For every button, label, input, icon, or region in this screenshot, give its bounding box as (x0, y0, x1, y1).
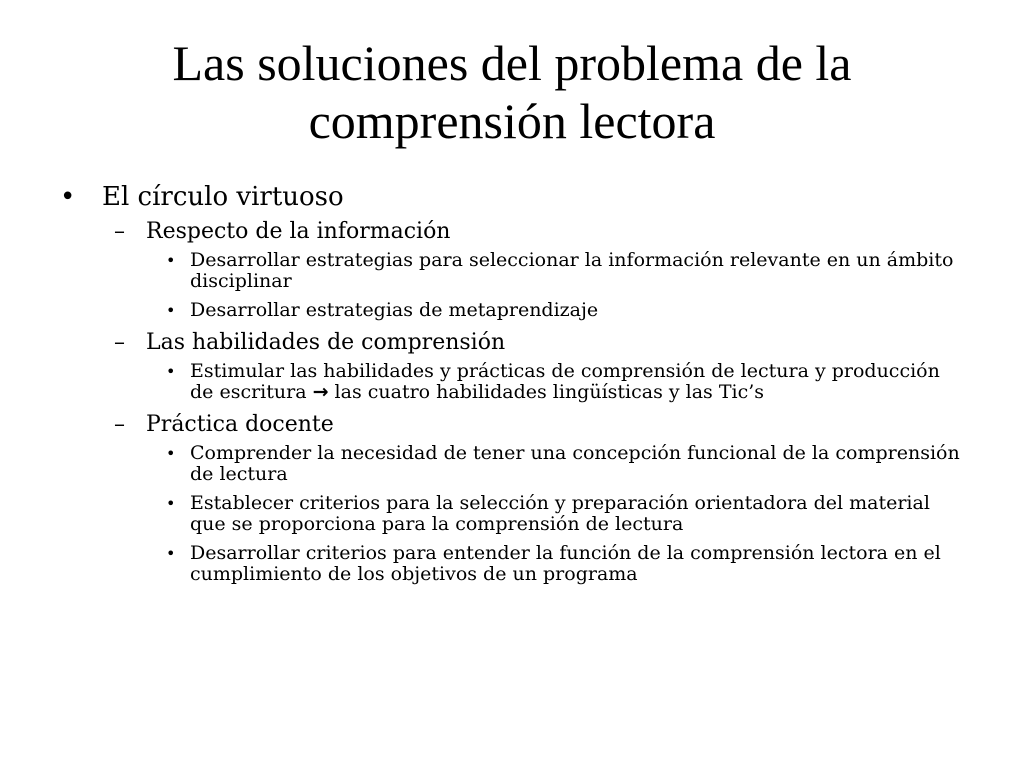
list-item (60, 361, 960, 403)
list-item-text: Desarrollar estrategias de metaprendizaje (190, 299, 599, 321)
list-item-text: Desarrollar estrategias para seleccionar la información relevante en un ámbito disciplinar (190, 249, 954, 292)
section-heading: Práctica docente (146, 412, 334, 437)
bullet-marker: • (166, 444, 176, 463)
dash-marker: – (114, 219, 125, 244)
section-heading: Respecto de la información (146, 219, 451, 244)
list-item-text: Desarrollar criterios para entender la función de la comprensión lectora en el cumplimiento de los objetivos de un programa (190, 542, 941, 585)
slide-title: Las soluciones del problema de la comprensión lectora (172, 35, 852, 149)
bullet-text: El círculo virtuoso (102, 182, 344, 212)
list-item-text-after: las cuatro habilidades lingüísticas y las Tic’s (334, 381, 765, 403)
list-item (60, 250, 960, 292)
arrow-right-icon: → (312, 381, 329, 403)
list-item (60, 493, 960, 535)
section-habilidades (60, 329, 960, 357)
bullet-marker: • (166, 544, 176, 563)
list-item-text-before: Estimular las habilidades y prácticas de comprensión de lectura y producción de escritura (190, 360, 940, 403)
list-item (60, 443, 960, 485)
section-practica-docente (60, 411, 960, 439)
list-item-text: Establecer criterios para la selección y preparación orientadora del material que se proporciona para la comprensión de lectura (190, 492, 930, 535)
section-heading: Las habilidades de comprensión (146, 330, 506, 355)
dash-marker: – (114, 330, 125, 355)
list-item-text: Comprender la necesidad de tener una concepción funcional de la comprensión de lectura (190, 442, 960, 485)
bullet-marker: • (166, 362, 176, 381)
list-item (60, 543, 960, 585)
bullet-circulo-virtuoso (60, 180, 960, 214)
bullet-marker: • (60, 182, 76, 212)
dash-marker: – (114, 412, 125, 437)
section-informacion (60, 218, 960, 246)
slide-content (60, 180, 960, 593)
bullet-marker: • (166, 301, 176, 320)
bullet-marker: • (166, 494, 176, 513)
list-item (60, 300, 960, 321)
bullet-marker: • (166, 251, 176, 270)
